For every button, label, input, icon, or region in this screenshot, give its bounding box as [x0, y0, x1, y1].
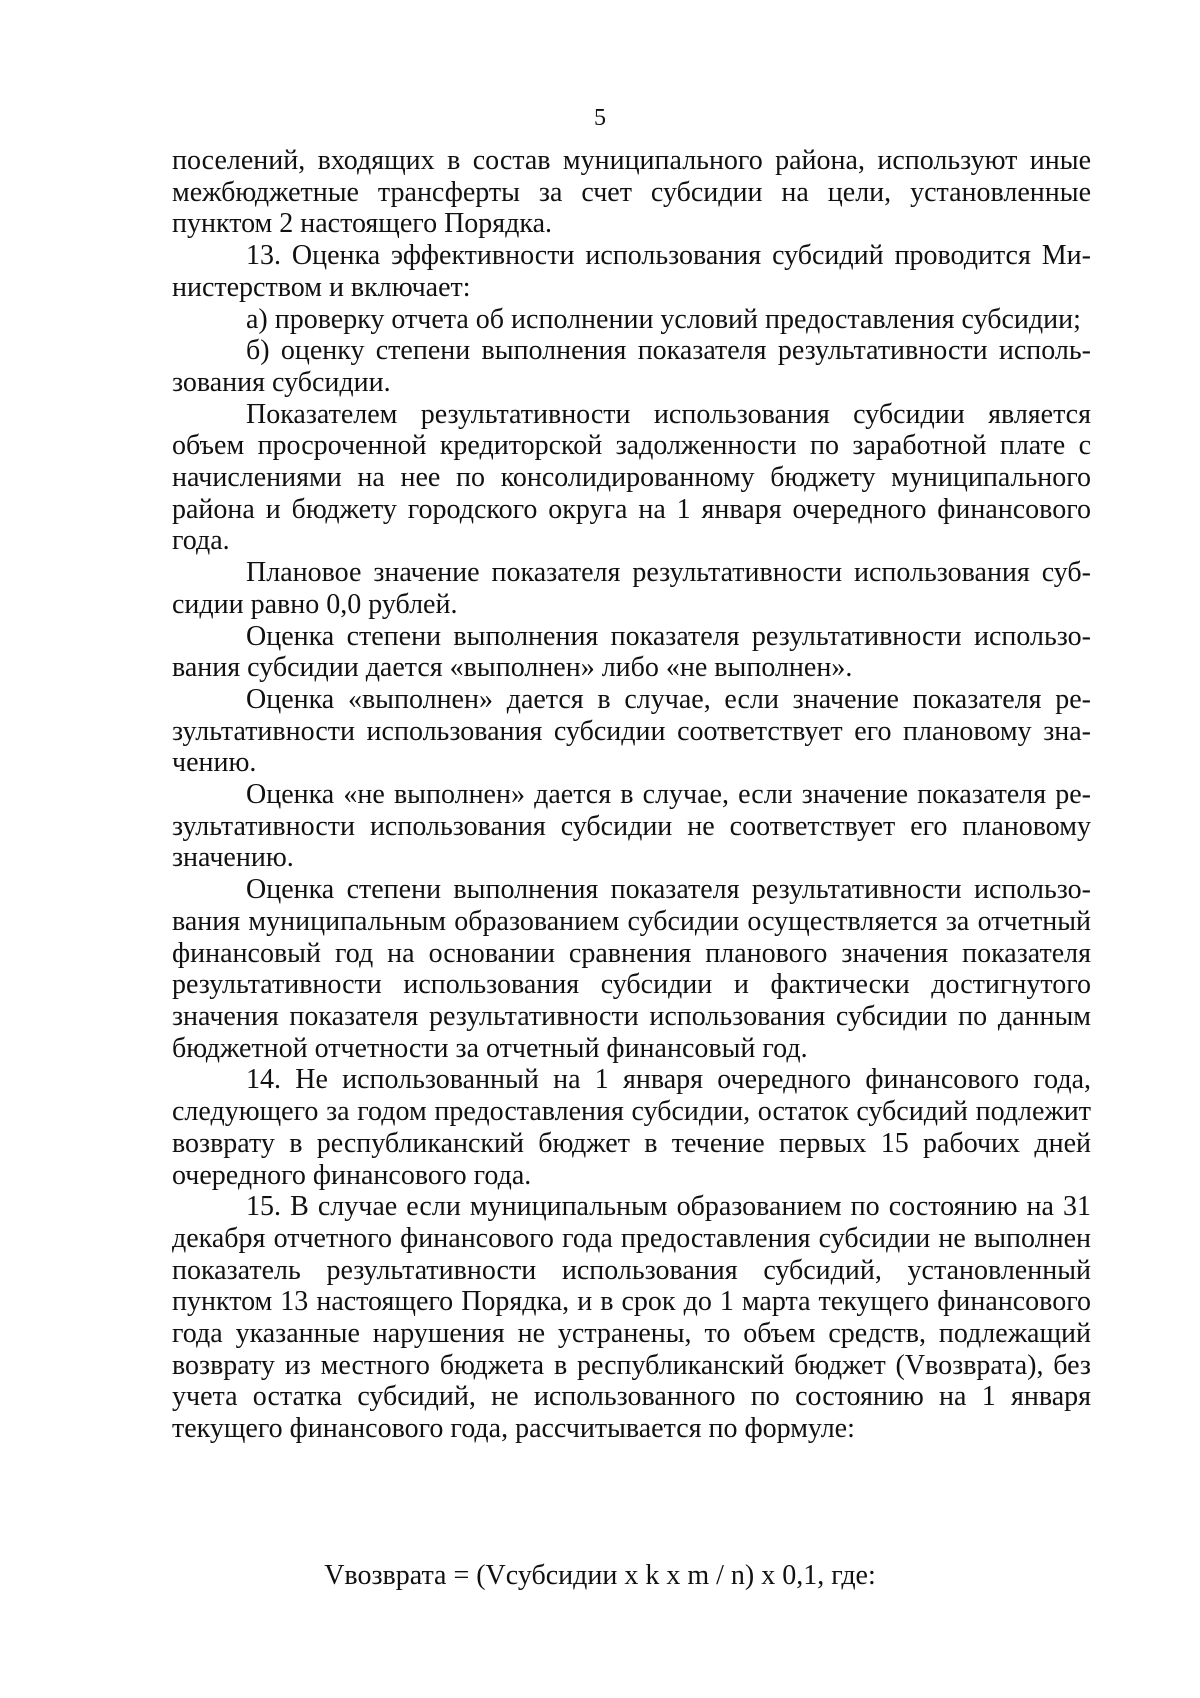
paragraph-item-13: 13. Оценка эффективности использования субсидий проводится Министерством и включает: [172, 240, 1091, 303]
paragraph-indicator-definition: Показателем результативности использования субсидии является объем просроченной кредиторской задолженности по заработной плате с начислениями на нее по консолидированному бюджету муниципального района и бюджету городского округа на 1 января очередного финансового года. [172, 398, 1091, 557]
paragraph-assessment-values: Оценка степени выполнения показателя результативности использования субсидии дается «выполнен» либо «не выполнен». [172, 620, 1091, 684]
paragraph-subitem-a: а) проверку отчета об исполнении условий предоставления субсидии; [246, 303, 1081, 335]
paragraph-item-15: 15. В случае если муниципальным образованием по состоянию на 31 декабря отчетного финансового года предоставления субсидии не выполнен показатель результативности использования субсидий, установленный пунктом 13 настоящего Порядка, и в срок до 1 марта текущего финансового года указанные нарушения не устранены, то объем средств, подлежащий возврату из местного бюджета в республиканский бюджет (Vвозврата), без учета остатка субсидий, не использованного по состоянию на 1 января текущего финансового года, рассчитывается по формуле: [172, 1191, 1091, 1445]
paragraph-assessment-not-fulfilled: Оценка «не выполнен» дается в случае, если значение показателя результативности использования субсидии не соответствует его плановому значению. [172, 779, 1091, 874]
paragraph-item-14: 14. Не использованный на 1 января очередного финансового года, следующего за годом предоставления субсидии, остаток субсидий подлежит возврату в республиканский бюджет в течение первых 15 рабочих дней очередного финансового года. [172, 1064, 1091, 1191]
paragraph-continuation: поселений, входящих в состав муниципального района, используют иные межбюджетные трансферты за счет субсидии на цели, установленные пунктом 2 настоящего Порядка. [172, 145, 1091, 240]
page-number: 5 [594, 105, 606, 131]
paragraph-assessment-fulfilled: Оценка «выполнен» дается в случае, если значение показателя результативности использования субсидии соответствует его плановому значению. [172, 683, 1091, 779]
paragraph-planned-value: Плановое значение показателя результативности использования субсидии равно 0,0 рублей. [172, 557, 1091, 620]
paragraph-subitem-b: б) оценку степени выполнения показателя результативности использования субсидии. [172, 335, 1091, 398]
refund-formula: Vвозврата = (Vсубсидии x k x m / n) x 0,1, где: [324, 1560, 876, 1591]
paragraph-assessment-procedure: Оценка степени выполнения показателя результативности использования муниципальным образованием субсидии осуществляется за отчетный финансовый год на основании сравнения планового значения показателя результативности использования субсидии и фактически достигнутого значения показателя результативности использования субсидии по данным бюджетной отчетности за отчетный финансовый год. [172, 874, 1091, 1064]
document-body [172, 145, 1091, 1445]
